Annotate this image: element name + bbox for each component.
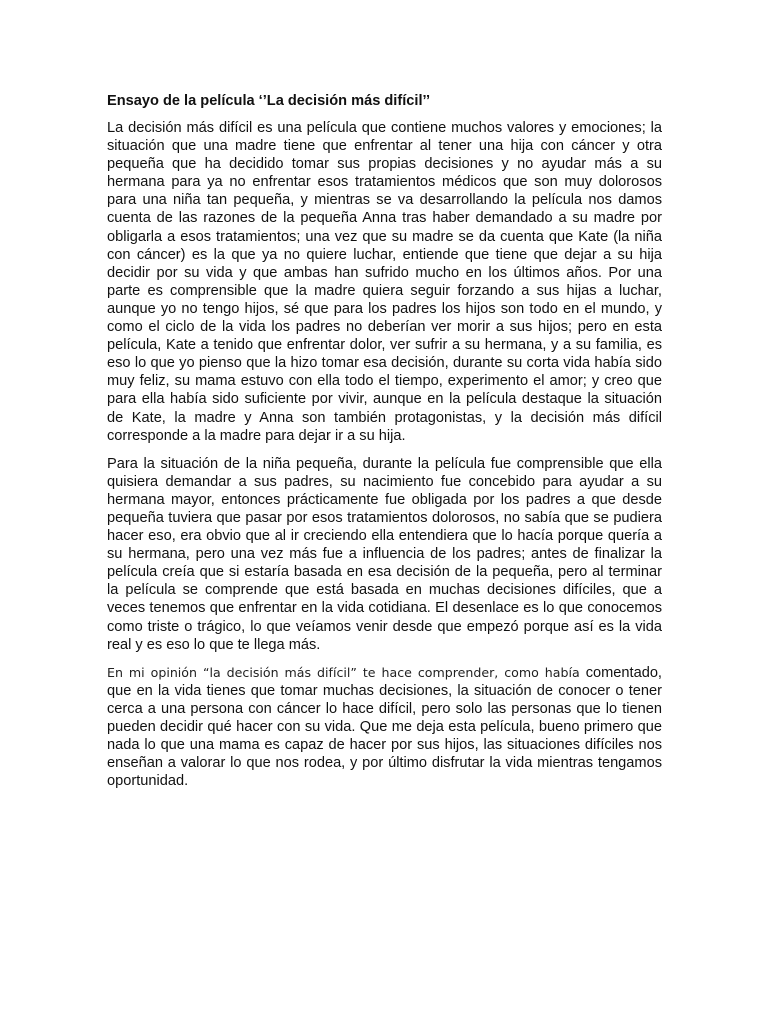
essay-title: Ensayo de la película ‘’La decisión más difícil’’ xyxy=(107,93,431,109)
essay-paragraph-3-lead: En mi opinión “la decisión más difícil” te hace comprender, como había xyxy=(107,664,580,680)
essay-paragraph-1: La decisión más difícil es una película que contiene muchos valores y emociones; la situación que una madre tiene que enfrentar al tener una hija con cáncer y otra pequeña que ha decidido tomar sus propias decisiones y no ayudar más a su hermana para ya no enfrentar esos tratamientos médicos que son muy dolorosos para una niña tan pequeña, y mientras se va desarrollando la película nos damos cuenta de las razones de la pequeña Anna tras haber demandado a su madre por obligarla a esos tratamientos; una vez que su madre se da cuenta que Kate (la niña con cáncer) es la que ya no quiere luchar, entiende que tiene que dejar a su hija decidir por su vida y que ambas han sufrido mucho en los últimos años. Por una parte es comprensible que la madre quiera seguir forzando a sus hijas a luchar, aunque yo no tengo hijos, sé que para los padres los hijos son todo en el mundo, y como el ciclo de la vida los padres no deberían ver morir a sus hijos; pero en esta película, Kate a tenido que enfrentar dolor, ver sufrir a su hermana, y a su familia, es eso lo que yo pienso que la hizo tomar esa decisión, durante su corta vida había sido muy feliz, su mama estuvo con ella todo el tiempo, experimento el amor; y creo que para ella había sido suficiente por vivir, aunque en la película destaque la situación de Kate, la madre y Anna son también protagonistas, y la decisión más difícil corresponde a la madre para dejar ir a su hija. xyxy=(107,120,662,444)
essay-paragraph-2: Para la situación de la niña pequeña, durante la película fue comprensible que ella quisiera demandar a sus padres, su nacimiento fue concebido para ayudar a su hermana mayor, entonces prácticamente fue obligada por los padres a que desde pequeña tuviera que pasar por esos tratamientos dolorosos, no sabía que se pudiera hacer eso, era obvio que al ir creciendo ella entendiera que lo hacía porque quería a su hermana, pero una vez más fue a influencia de los padres; antes de finalizar la película creía que si estaría basada en esa decisión de la pequeña, pero al terminar la película se comprende que está basada en muchas decisiones difíciles, que a veces tenemos que enfrentar en la vida cotidiana. El desenlace es lo que conocemos como triste o trágico, lo que veíamos venir desde que empezó porque así es la vida real y es eso lo que te llega más. xyxy=(107,455,662,653)
essay-paragraph-3-rest: comentado, que en la vida tienes que tomar muchas decisiones, la situación de conocer o tener cerca a una persona con cáncer lo hace difícil, pero solo las personas que lo tienen pueden decidir qué hacer con su vida. Que me deja esta película, bueno primero que nada lo que una mama es capaz de hacer por sus hijos, las situaciones difíciles nos enseñan a valorar lo que nos rodea, y por último disfrutar la vida mientras tengamos oportunidad. xyxy=(107,664,662,790)
essay-paragraph-3 xyxy=(107,664,662,791)
